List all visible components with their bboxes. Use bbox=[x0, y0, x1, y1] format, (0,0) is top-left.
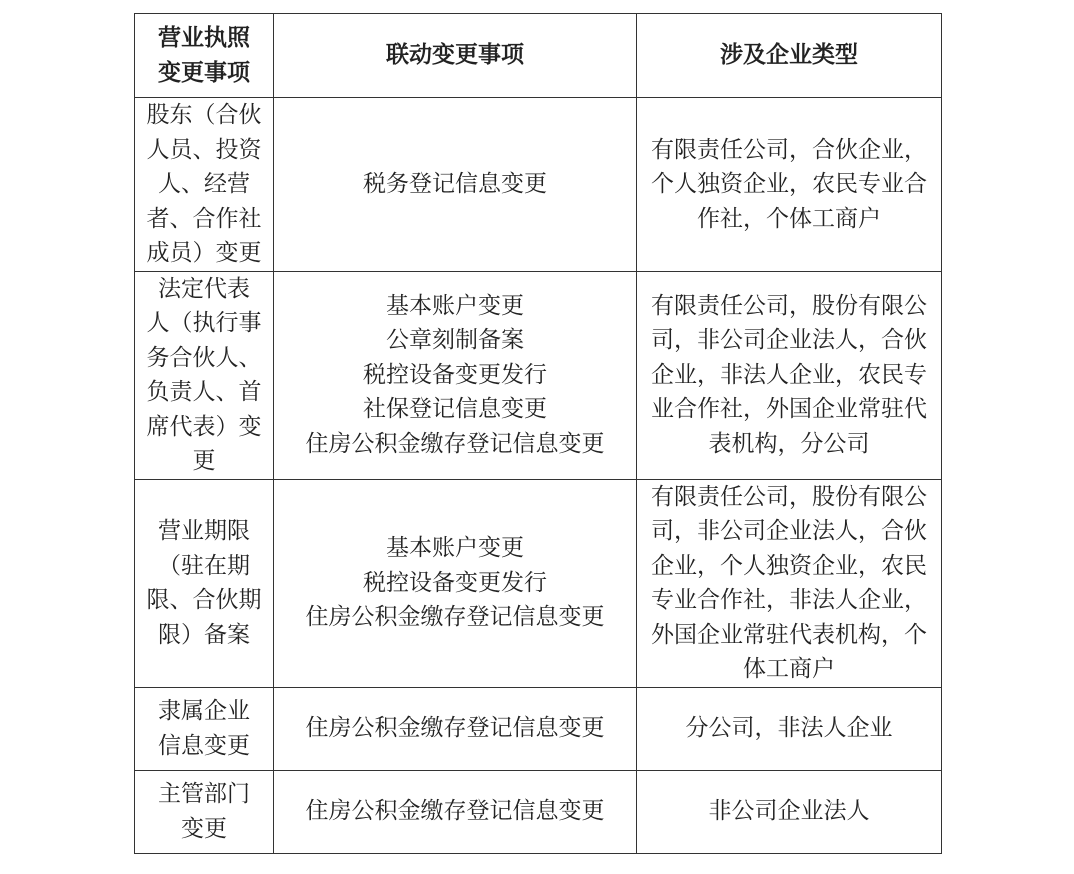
header-enterprise-types bbox=[637, 14, 942, 98]
header-line: 营业执照 bbox=[158, 24, 250, 51]
cell-line: 有限责任公司，股份有限公 bbox=[651, 483, 927, 510]
cell-line: 住房公积金缴存登记信息变更 bbox=[305, 430, 605, 457]
cell-line: 务合伙人、 bbox=[146, 344, 262, 371]
cell-line: 税控设备变更发行 bbox=[363, 361, 547, 388]
table-row bbox=[135, 271, 942, 479]
cell-line: 表机构，分公司 bbox=[708, 430, 870, 457]
cell-line: 税控设备变更发行 bbox=[363, 569, 547, 596]
linked-items-cell bbox=[274, 770, 637, 853]
cell-line: 信息变更 bbox=[158, 732, 250, 759]
linked-items-cell bbox=[274, 687, 637, 770]
cell-line: 变更 bbox=[181, 815, 227, 842]
cell-line: 非公司企业法人 bbox=[708, 798, 870, 825]
enterprise-types-cell bbox=[637, 479, 942, 687]
cell-line: 席代表）变 bbox=[146, 413, 262, 440]
cell-line: 隶属企业 bbox=[158, 698, 250, 724]
cell-line: 股东（合伙 bbox=[146, 102, 262, 128]
table-row bbox=[135, 770, 942, 853]
cell-line: 住房公积金缴存登记信息变更 bbox=[305, 715, 605, 742]
cell-line: 司，非公司企业法人，合伙 bbox=[651, 518, 927, 544]
header-linked-items bbox=[274, 14, 637, 98]
change-item-cell bbox=[135, 479, 274, 687]
header-change-items bbox=[135, 14, 274, 98]
cell-line: 人（执行事 bbox=[146, 310, 262, 336]
linked-items-cell bbox=[274, 98, 637, 272]
cell-line: 作社，个体工商户 bbox=[697, 205, 881, 232]
cell-line: 社保登记信息变更 bbox=[363, 396, 547, 423]
cell-line: 限、合伙期 bbox=[146, 587, 262, 613]
cell-line: 体工商户 bbox=[743, 656, 835, 682]
cell-line: 限）备案 bbox=[158, 621, 250, 648]
table-row bbox=[135, 98, 942, 272]
cell-line: 主管部门 bbox=[158, 781, 250, 807]
header-line: 变更事项 bbox=[158, 58, 250, 86]
change-items-table bbox=[134, 13, 942, 854]
header-row bbox=[135, 14, 942, 98]
cell-line: 更 bbox=[192, 448, 216, 474]
cell-line: 外国企业常驻代表机构，个 bbox=[651, 621, 927, 648]
cell-line: 分公司，非法人企业 bbox=[685, 715, 893, 742]
linked-items-cell bbox=[274, 271, 637, 479]
header-line: 涉及企业类型 bbox=[720, 41, 858, 69]
cell-line: 企业，个人独资企业，农民 bbox=[651, 552, 927, 579]
change-item-cell bbox=[135, 770, 274, 853]
cell-line: 人、经营 bbox=[158, 171, 250, 197]
cell-line: 负责人、首 bbox=[146, 379, 262, 405]
table-row bbox=[135, 479, 942, 687]
header-line: 联动变更事项 bbox=[386, 41, 524, 69]
enterprise-types-cell bbox=[637, 770, 942, 853]
cell-line: 专业合作社，非法人企业， bbox=[651, 587, 927, 613]
change-item-cell bbox=[135, 271, 274, 479]
cell-line: 企业，非法人企业，农民专 bbox=[651, 361, 927, 388]
cell-line: 司，非公司企业法人，合伙 bbox=[651, 327, 927, 354]
cell-line: 业合作社，外国企业常驻代 bbox=[651, 396, 927, 423]
cell-line: 基本账户变更 bbox=[386, 535, 524, 562]
cell-line: 营业期限 bbox=[158, 518, 250, 544]
change-item-cell bbox=[135, 687, 274, 770]
cell-line: 者、合作社 bbox=[146, 205, 262, 232]
table-row bbox=[135, 687, 942, 770]
cell-line: 有限责任公司，合伙企业， bbox=[651, 136, 927, 163]
enterprise-types-cell bbox=[637, 687, 942, 770]
cell-line: 税务登记信息变更 bbox=[363, 171, 547, 197]
enterprise-types-cell bbox=[637, 98, 942, 272]
cell-line: （驻在期 bbox=[158, 552, 250, 579]
cell-line: 基本账户变更 bbox=[386, 292, 524, 319]
cell-line: 有限责任公司，股份有限公 bbox=[651, 292, 927, 319]
linked-items-cell bbox=[274, 479, 637, 687]
cell-line: 法定代表 bbox=[158, 275, 250, 302]
enterprise-types-cell bbox=[637, 271, 942, 479]
cell-line: 成员）变更 bbox=[146, 240, 262, 266]
cell-line: 公章刻制备案 bbox=[386, 327, 524, 354]
cell-line: 个人独资企业，农民专业合 bbox=[651, 171, 927, 197]
cell-line: 住房公积金缴存登记信息变更 bbox=[305, 798, 605, 825]
cell-line: 人员、投资 bbox=[146, 136, 262, 163]
cell-line: 住房公积金缴存登记信息变更 bbox=[305, 604, 605, 631]
change-item-cell bbox=[135, 98, 274, 272]
